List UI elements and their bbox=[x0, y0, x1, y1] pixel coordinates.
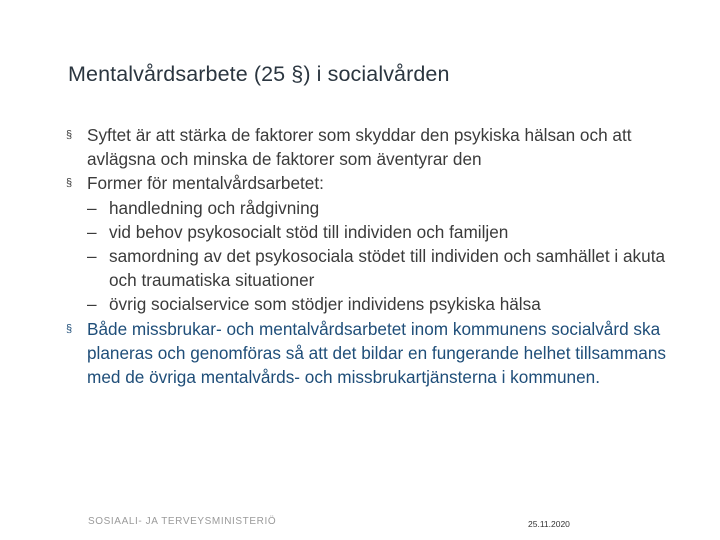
bullet-text: Syftet är att stärka de faktorer som skyddar den psykiska hälsan och att avlägsna och minska de faktorer som äventyrar den bbox=[87, 125, 632, 170]
dash-bullet-icon: – bbox=[87, 197, 97, 218]
section-bullet-icon: § bbox=[66, 177, 73, 190]
sub-bullet-item bbox=[66, 244, 666, 292]
section-bullet-icon: § bbox=[66, 322, 73, 335]
sub-bullet-item bbox=[66, 196, 666, 220]
sub-bullet-item bbox=[66, 220, 666, 244]
slide-title: Mentalvårdsarbete (25 §) i socialvården bbox=[68, 62, 450, 86]
bullet-item-purpose bbox=[66, 123, 666, 171]
section-bullet-icon: § bbox=[66, 129, 73, 141]
sub-bullet-text: vid behov psykosocialt stöd till individen och familjen bbox=[109, 221, 509, 242]
sub-bullet-item bbox=[66, 292, 666, 316]
bullet-item-forms bbox=[66, 171, 666, 195]
ministry-logo: SOSIAALI- JA TERVEYSMINISTERIÖ bbox=[88, 516, 277, 527]
bullet-text: Både missbrukar- och mentalvårdsarbetet inom kommunens socialvård ska planeras och genomföras så att det bildar en fungerande helhet tillsammans med de övriga mentalvårds- och missbrukartjänsterna i kommunen. bbox=[87, 318, 666, 388]
dash-bullet-icon: – bbox=[87, 221, 97, 242]
sub-bullet-text: handledning och rådgivning bbox=[109, 197, 320, 218]
dash-bullet-icon: – bbox=[87, 294, 97, 315]
dash-bullet-icon: – bbox=[87, 246, 97, 267]
sub-bullet-text: samordning av det psykosociala stödet till individen och samhället i akuta och traumatiska situationer bbox=[109, 246, 666, 291]
bullet-text: Former för mentalvårdsarbetet: bbox=[87, 173, 324, 194]
bullet-item-integration bbox=[66, 317, 666, 390]
sub-bullet-text: övrig socialservice som stödjer individens psykiska hälsa bbox=[109, 294, 541, 315]
slide-date: 25.11.2020 bbox=[528, 519, 570, 529]
slide-content bbox=[66, 123, 666, 389]
